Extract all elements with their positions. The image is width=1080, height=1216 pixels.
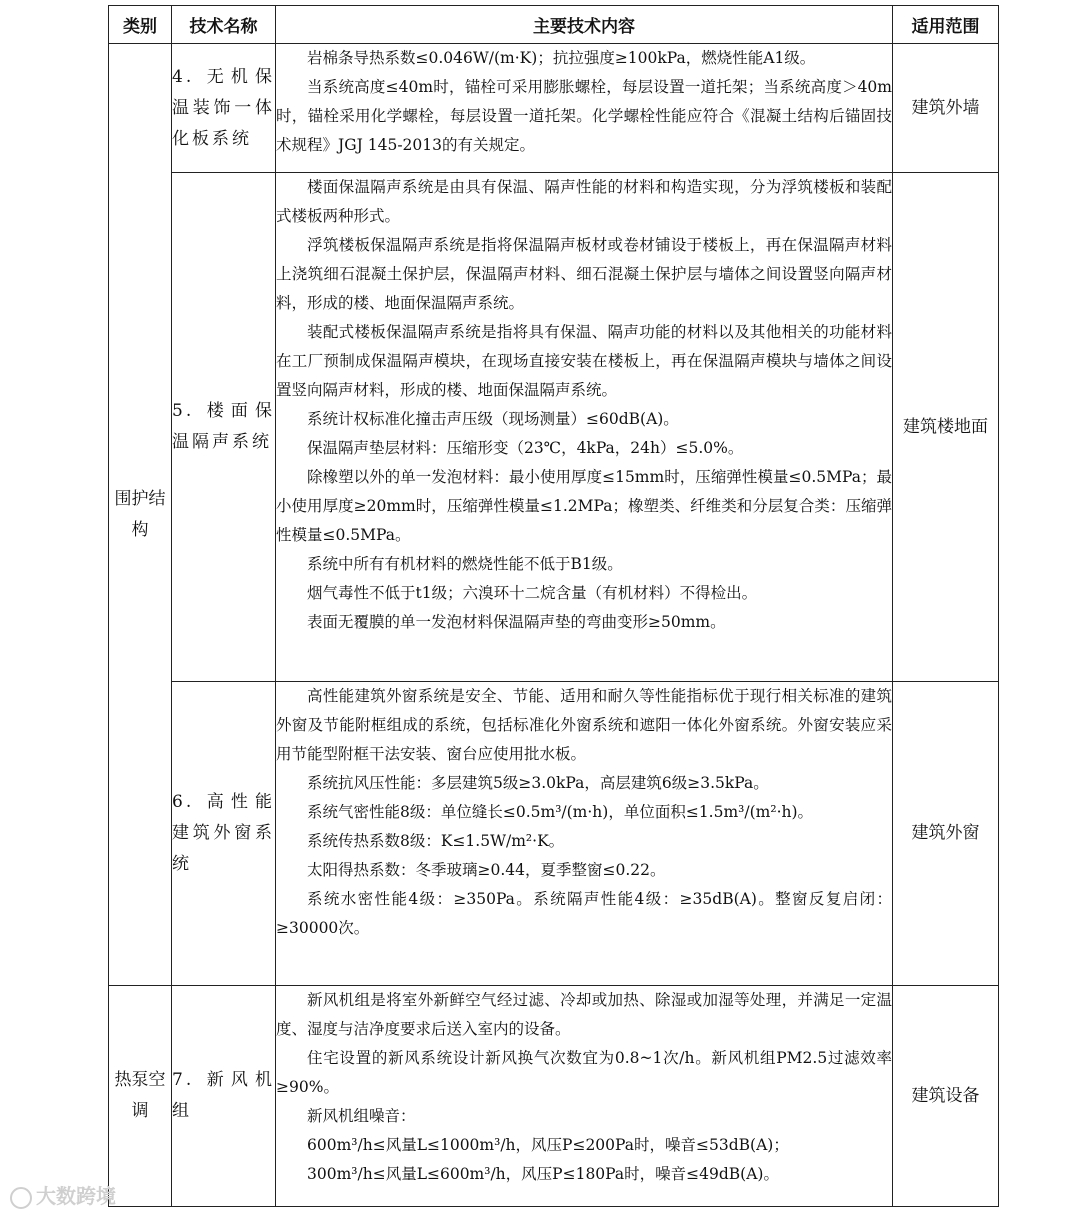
content-cell [276, 682, 893, 986]
content-paragraph: 除橡塑以外的单一发泡材料：最小使用厚度≤15mm时，压缩弹性模量≤0.5MPa；最小使用厚度≥20mm时，压缩弹性模量≤1.2MPa；橡塑类、纤维类和分层复合类：压缩弹性模量≤0.5MPa。 [276, 468, 892, 544]
watermark [10, 1180, 116, 1209]
header-scope: 适用范围 [893, 6, 999, 44]
content-paragraph: 浮筑楼板保温隔声系统是指将保温隔声板材或卷材铺设于楼板上，再在保温隔声材料上浇筑细石混凝土保护层，保温隔声材料、细石混凝土保护层与墙体之间设置竖向隔声材料，形成的楼、地面保温隔声系统。 [276, 236, 892, 312]
header-category: 类别 [109, 6, 172, 44]
content-paragraph: 当系统高度≤40m时，锚栓可采用膨胀螺栓，每层设置一道托架；当系统高度＞40m时，锚栓采用化学螺栓，每层设置一道托架。化学螺栓性能应符合《混凝土结构后锚固技术规程》JGJ 145-2013的有关规定。 [276, 78, 892, 154]
scope-cell: 建筑外墙 [893, 44, 999, 173]
category-cell: 热泵空调 [109, 986, 172, 1207]
watermark-logo-icon [10, 1187, 32, 1209]
content-paragraph: 系统计权标准化撞击声压级（现场测量）≤60dB(A)。 [307, 410, 679, 428]
content-paragraph: 住宅设置的新风系统设计新风换气次数宜为0.8~1次/h。新风机组PM2.5过滤效率≥90%。 [276, 1049, 893, 1096]
content-paragraph: 系统水密性能4级：≥350Pa。系统隔声性能4级：≥35dB(A)。整窗反复启闭：≥30000次。 [276, 890, 892, 937]
content-paragraph: 保温隔声垫层材料：压缩形变（23℃，4kPa，24h）≤5.0%。 [307, 439, 744, 457]
content-paragraph: 新风机组噪音： [307, 1107, 416, 1125]
content-paragraph: 系统气密性能8级：单位缝长≤0.5m³/(m·h)，单位面积≤1.5m³/(m²·h)。 [307, 803, 814, 821]
content-paragraph: 系统抗风压性能：多层建筑5级≥3.0kPa，高层建筑6级≥3.5kPa。 [307, 774, 769, 792]
header-main-content: 主要技术内容 [276, 6, 893, 44]
header-tech-name: 技术名称 [172, 6, 276, 44]
table-row [109, 986, 999, 1207]
tech-name-cell: 5. 楼面保温隔声系统 [172, 173, 276, 682]
content-paragraph: 系统中所有有机材料的燃烧性能不低于B1级。 [307, 555, 623, 573]
tech-spec-table [108, 5, 999, 1207]
content-paragraph: 太阳得热系数：冬季玻璃≥0.44，夏季整窗≤0.22。 [307, 861, 666, 879]
content-paragraph: 烟气毒性不低于t1级；六溴环十二烷含量（有机材料）不得检出。 [307, 584, 758, 602]
scope-cell: 建筑楼地面 [893, 173, 999, 682]
content-paragraph: 表面无覆膜的单一发泡材料保温隔声垫的弯曲变形≥50mm。 [307, 613, 726, 631]
content-paragraph: 300m³/h≤风量L≤600m³/h，风压P≤180Pa时，噪音≤49dB(A)。 [307, 1165, 779, 1183]
table-header-row [109, 6, 999, 44]
tech-name-cell: 6. 高性能建筑外窗系统 [172, 682, 276, 986]
content-cell [276, 173, 893, 682]
content-paragraph: 新风机组是将室外新鲜空气经过滤、冷却或加热、除湿或加湿等处理，并满足一定温度、湿度与洁净度要求后送入室内的设备。 [276, 991, 892, 1038]
watermark-text: 大数跨境 [36, 1184, 116, 1208]
scope-cell: 建筑设备 [893, 986, 999, 1207]
content-paragraph: 高性能建筑外窗系统是安全、节能、适用和耐久等性能指标优于现行相关标准的建筑外窗及节能附框组成的系统，包括标准化外窗系统和遮阳一体化外窗系统。外窗安装应采用节能型附框干法安装、窗台应使用批水板。 [276, 687, 892, 763]
content-paragraph: 岩棉条导热系数≤0.046W/(m·K)；抗拉强度≥100kPa，燃烧性能A1级。 [307, 49, 816, 67]
content-paragraph: 装配式楼板保温隔声系统是指将具有保温、隔声功能的材料以及其他相关的功能材料在工厂预制成保温隔声模块，在现场直接安装在楼板上，再在保温隔声模块与墙体之间设置竖向隔声材料，形成的楼、地面保温隔声系统。 [276, 323, 892, 399]
table-row [109, 682, 999, 986]
content-paragraph: 600m³/h≤风量L≤1000m³/h，风压P≤200Pa时，噪音≤53dB(A)； [307, 1136, 789, 1154]
tech-name-cell: 4. 无机保温装饰一体化板系统 [172, 44, 276, 173]
tech-name-cell: 7. 新风机组 [172, 986, 276, 1207]
content-paragraph: 系统传热系数8级：K≤1.5W/m²·K。 [307, 832, 565, 850]
content-paragraph: 楼面保温隔声系统是由具有保温、隔声性能的材料和构造实现，分为浮筑楼板和装配式楼板两种形式。 [276, 178, 892, 225]
content-cell [276, 44, 893, 173]
table-row [109, 173, 999, 682]
content-cell [276, 986, 893, 1207]
table-row [109, 44, 999, 173]
scope-cell: 建筑外窗 [893, 682, 999, 986]
category-cell: 围护结构 [109, 44, 172, 986]
